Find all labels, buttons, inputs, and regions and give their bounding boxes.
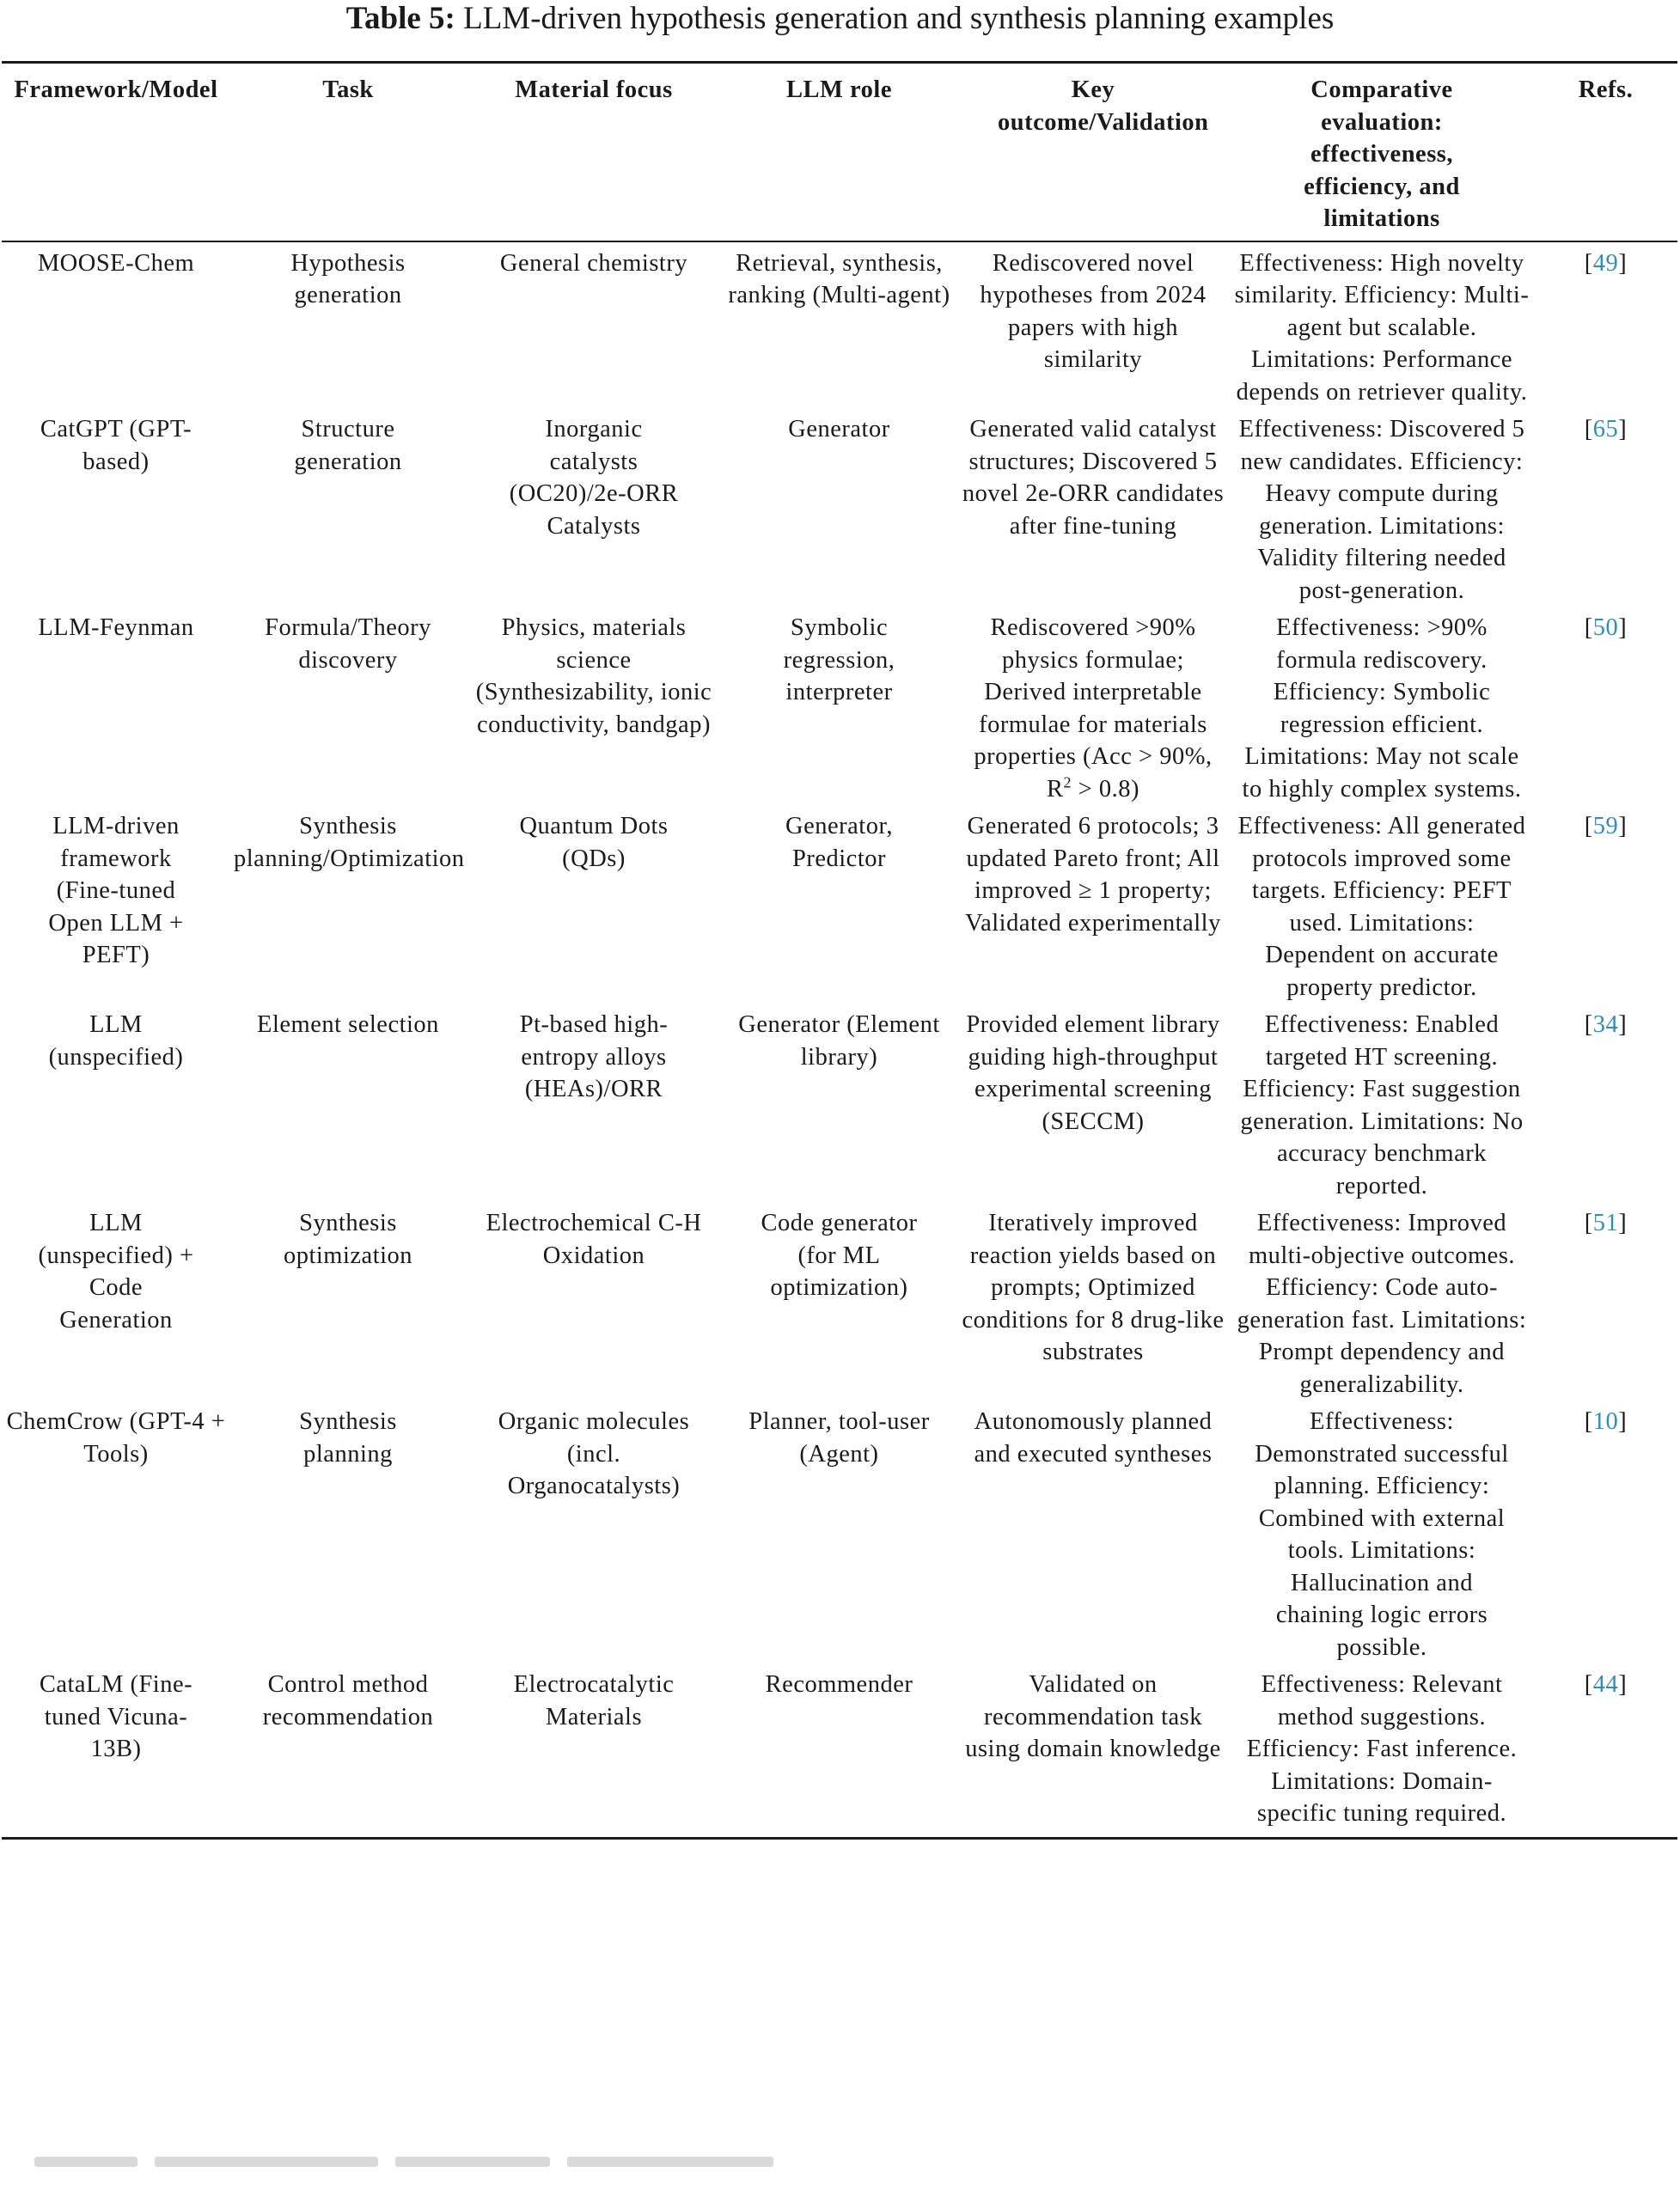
table-header-row <box>2 63 1677 241</box>
table-caption <box>0 0 1680 38</box>
table-caption-label: Table 5: <box>345 1 455 36</box>
cell-role: Symbolic regression, interpreter <box>783 614 895 705</box>
cell-role: Generator, Predictor <box>785 813 893 872</box>
cell-outcome: Autonomously planned and executed syntheses <box>974 1408 1213 1468</box>
cell-evaluation: Effectiveness: Demonstrated successful planning. Efficiency: Combined with external tools. Limitations: Hallucination and chaining logic errors possible. <box>1255 1408 1509 1661</box>
table-row <box>2 1663 1677 1838</box>
cell-task: Structure generation <box>294 416 402 475</box>
table-row <box>2 1202 1677 1401</box>
cell-ref: [59] <box>1584 813 1628 839</box>
column-header: LLM role <box>722 63 956 241</box>
hypothesis-synthesis-table <box>2 61 1677 1840</box>
cell-framework: ChemCrow (GPT-4 + Tools) <box>6 1408 226 1468</box>
cell-ref: [65] <box>1584 416 1628 442</box>
citation-link[interactable]: 49 <box>1592 249 1619 277</box>
cell-evaluation: Effectiveness: All generated protocols improved some targets. Efficiency: PEFT used. Limitations: Dependent on accurate property predictor. <box>1237 813 1526 1001</box>
cell-role: Generator <box>788 416 890 442</box>
cell-outcome: Rediscovered novel hypotheses from 2024 papers with high similarity <box>980 249 1207 373</box>
cell-ref: [44] <box>1534 1663 1677 1838</box>
cell-task: Control method recommendation <box>230 1663 466 1838</box>
cell-material: General chemistry <box>499 249 688 277</box>
superscript-two: 2 <box>1063 773 1072 790</box>
column-header: Material focus <box>466 63 722 241</box>
table-row <box>2 1401 1677 1663</box>
table-row <box>2 408 1677 607</box>
cell-material: Pt-based high-entropy alloys (HEAs)/ORR <box>519 1011 669 1102</box>
cell-role: Retrieval, synthesis, ranking (Multi-agent) <box>728 249 950 308</box>
citation-link[interactable]: 34 <box>1592 1011 1619 1038</box>
column-header: Refs. <box>1534 63 1677 241</box>
cell-framework: CataLM (Fine-tuned Vicuna-13B) <box>2 1663 230 1838</box>
cell-evaluation: Effectiveness: >90% formula rediscovery. Efficiency: Symbolic regression efficient. Limitations: May not scale to highly complex systems. <box>1242 614 1522 803</box>
cell-outcome: Provided element library guiding high-throughput experimental screening (SECCM) <box>966 1011 1220 1135</box>
cell-evaluation: Effectiveness: High novelty similarity. Efficiency: Multi-agent but scalable. Limitations: Performance depends on retriever quality. <box>1234 249 1530 406</box>
cell-task: Synthesis planning/Optimization <box>234 813 465 872</box>
cell-outcome: Generated valid catalyst structures; Discovered 5 novel 2e-ORR candidates after fine-tuning <box>962 416 1225 540</box>
table-row <box>2 805 1677 1004</box>
cell-ref: [10] <box>1584 1408 1628 1435</box>
cell-ref: [34] <box>1584 1011 1628 1038</box>
citation-link[interactable]: 65 <box>1592 416 1619 442</box>
cell-role: Planner, tool-user (Agent) <box>748 1408 930 1468</box>
cell-evaluation: Effectiveness: Improved multi-objective outcomes. Efficiency: Code auto-generation fast. Limitations: Prompt dependency and generalizability. <box>1237 1210 1527 1398</box>
cell-task: Hypothesis generation <box>290 249 406 308</box>
cell-framework: LLM (unspecified) <box>48 1011 184 1071</box>
column-header: Framework/Model <box>2 63 230 241</box>
cell-outcome <box>956 607 1230 805</box>
cell-evaluation: Effectiveness: Discovered 5 new candidates. Efficiency: Heavy compute during generation. Limitations: Validity filtering needed post-generation. <box>1238 416 1525 604</box>
cell-framework: CatGPT (GPT-based) <box>40 416 192 475</box>
cell-task: Formula/Theory discovery <box>265 614 431 674</box>
cell-evaluation: Effectiveness: Relevant method suggestions. Efficiency: Fast inference. Limitations: Domain-specific tuning required. <box>1230 1663 1534 1838</box>
citation-link[interactable]: 51 <box>1592 1210 1619 1236</box>
cell-ref: [49] <box>1584 249 1628 277</box>
citation-link[interactable]: 44 <box>1592 1671 1619 1698</box>
outcome-text-end: > 0.8) <box>1072 775 1139 803</box>
cell-outcome: Validated on recommendation task using domain knowledge <box>956 1663 1230 1838</box>
cell-role: Recommender <box>722 1663 956 1838</box>
citation-link[interactable]: 50 <box>1592 614 1619 641</box>
cell-task: Synthesis planning <box>299 1408 397 1468</box>
cell-outcome: Iteratively improved reaction yields based on prompts; Optimized conditions for 8 drug-like substrates <box>962 1210 1225 1365</box>
outcome-text: Rediscovered >90% physics formulae; Derived interpretable formulae for materials properties (Acc > 90%, R <box>974 614 1213 803</box>
cell-role: Generator (Element library) <box>738 1011 940 1071</box>
cell-material: Physics, materials science (Synthesizability, ionic conductivity, bandgap) <box>475 614 712 738</box>
cell-ref: [51] <box>1584 1210 1628 1236</box>
cell-framework: LLM (unspecified) + Code Generation <box>38 1210 194 1334</box>
cell-material: Organic molecules (incl. Organocatalysts) <box>498 1408 690 1499</box>
cell-task: Element selection <box>257 1011 439 1038</box>
table-row <box>2 1004 1677 1202</box>
cell-framework: MOOSE-Chem <box>37 249 195 277</box>
cell-material: Electrocatalytic Materials <box>466 1663 722 1838</box>
cropped-next-line <box>34 2157 808 2191</box>
cell-material: Inorganic catalysts (OC20)/2e-ORR Catalysts <box>509 416 679 540</box>
cell-evaluation: Effectiveness: Enabled targeted HT screening. Efficiency: Fast suggestion generation. Limitations: No accuracy benchmark reported. <box>1240 1011 1524 1199</box>
cell-outcome: Generated 6 protocols; 3 updated Pareto front; All improved ≥ 1 property; Validated experimentally <box>965 813 1221 937</box>
cell-material: Quantum Dots (QDs) <box>519 813 669 872</box>
cell-framework: LLM-driven framework (Fine-tuned Open LLM + PEFT) <box>48 813 184 968</box>
table-caption-text: LLM-driven hypothesis generation and synthesis planning examples <box>455 1 1335 36</box>
cell-material: Electrochemical C-H Oxidation <box>486 1210 702 1269</box>
citation-link[interactable]: 59 <box>1592 813 1619 839</box>
table-row <box>2 241 1677 409</box>
cell-framework: LLM-Feynman <box>38 614 194 641</box>
cell-role: Code generator (for ML optimization) <box>761 1210 918 1301</box>
column-header: Key outcome/Validation <box>956 63 1230 241</box>
table-row <box>2 607 1677 805</box>
citation-link[interactable]: 10 <box>1592 1408 1619 1435</box>
column-header: Task <box>230 63 466 241</box>
column-header: Comparative evaluation: effectiveness, efficiency, and limitations <box>1230 63 1534 241</box>
cell-ref: [50] <box>1584 614 1628 641</box>
cell-task: Synthesis optimization <box>283 1210 413 1269</box>
